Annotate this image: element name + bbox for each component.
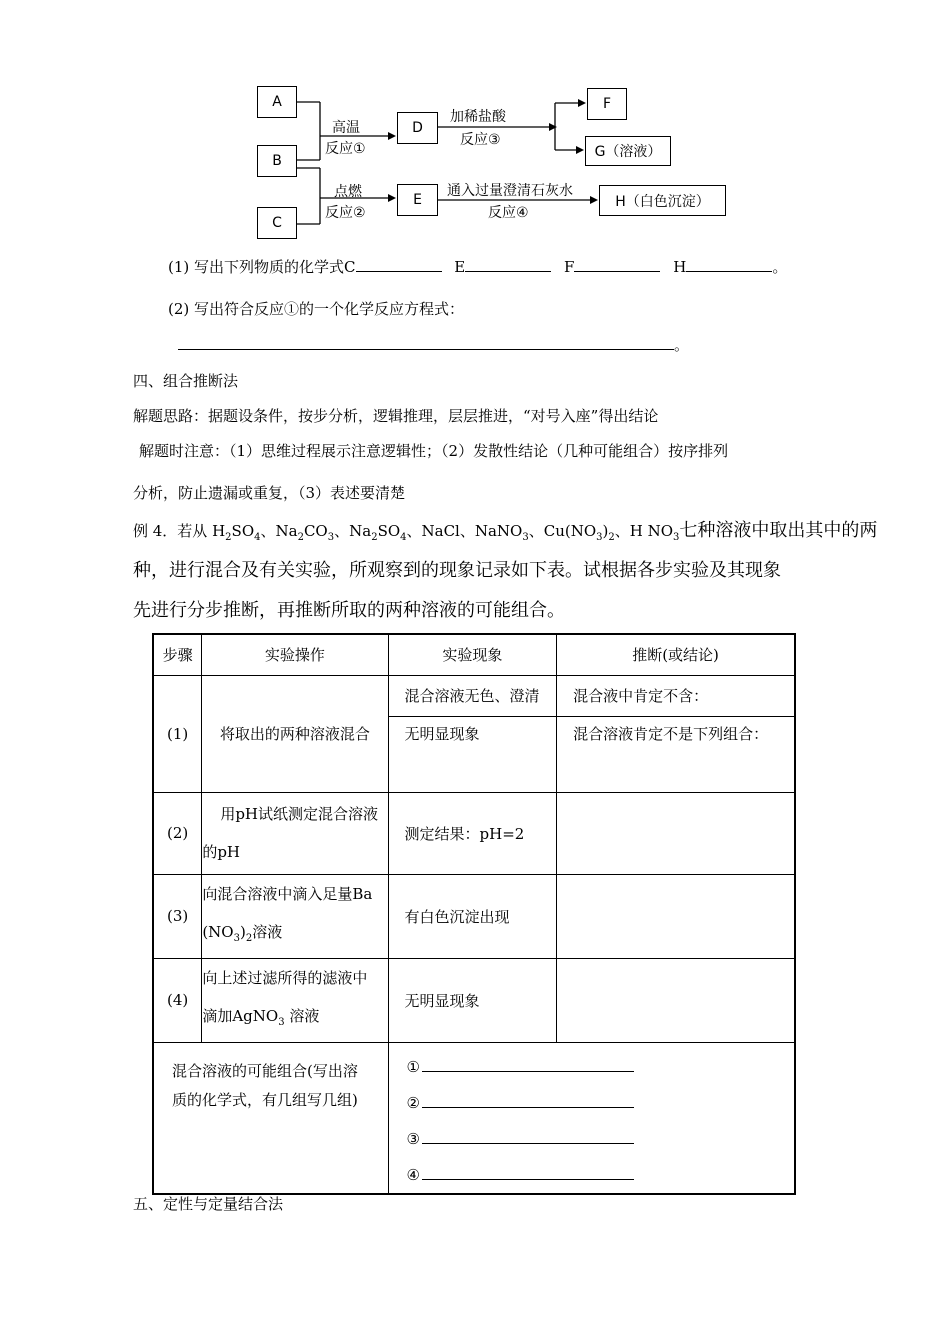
box-a: A [257,86,297,118]
conclusion-cell-2[interactable] [557,792,795,874]
header-step: 步骤 [153,634,202,675]
question-2: (2) 写出符合反应①的一个化学反应方程式： [168,300,465,318]
label-reaction-3: 反应③ [460,132,501,148]
table-header-row [153,634,795,675]
table-row: (4) 向上述过滤所得的滤液中 滴加AgNO$_3$ 溶液 无明显现象 [153,958,795,1042]
example-4-line-1: 例 4．若从 $H_2SO_4$、$Na_2CO_3$、$Na_2SO_4$、NaCl、NaNO$_3$、$Cu(NO_3)_2$、H $NO_3$七种溶液中取出其中的两 [133,520,878,543]
question-2-answer-line: 。 [178,334,689,355]
header-phenomenon: 实验现象 [388,634,557,675]
section-4-title: 四、组合推断法 [133,372,239,390]
section-5-title: 五、定性与定量结合法 [133,1195,284,1213]
label-reaction-2: 反应② [325,205,366,221]
section-4-note-2: 分析，防止遗漏或重复，（3）表述要清楚 [133,484,406,502]
example-4-line-3: 先进行分步推断，再推断所取的两种溶液的可能组合。 [133,600,565,621]
conclusion-cell-4[interactable] [557,958,795,1042]
combination-answer-1[interactable]: ① [407,1049,794,1085]
example-4-line-2: 种，进行混合及有关实验，所观察到的现象记录如下表。试根据各步实验及其现象 [133,560,781,581]
label-reaction-4: 反应④ [488,205,529,221]
answer-blank-f[interactable] [574,257,660,272]
table-row: 无明显现象 混合溶液肯定不是下列组合： [153,716,795,792]
label-jiaxiyan: 加稀盐酸 [450,109,506,125]
header-conclusion: 推断(或结论) [557,634,795,675]
header-operation: 实验操作 [202,634,388,675]
table-row: (1) 将取出的两种溶液混合 混合溶液无色、澄清 混合液中肯定不含： [153,675,795,716]
table-row: (2) 用pH试纸测定混合溶液 的pH 测定结果：pH=2 [153,792,795,874]
box-h: H（白色沉淀） [599,185,726,216]
box-c: C [257,207,297,239]
answer-blank-h[interactable] [686,257,772,272]
box-g: G（溶液） [585,136,671,166]
answer-blank-equation[interactable] [178,335,674,350]
label-dianran: 点燃 [334,184,362,200]
question-1: (1) 写出下列物质的化学式C E F H 。 [168,258,788,276]
answer-blank-c[interactable] [356,257,442,272]
label-tongru: 通入过量澄清石灰水 [447,183,573,199]
box-f: F [587,88,627,120]
section-4-thinking: 解题思路：据题设条件，按步分析，逻辑推理，层层推进，“对号入座”得出结论 [133,407,659,425]
box-d: D [397,112,438,144]
label-reaction-1: 反应① [325,141,366,157]
combination-answer-4[interactable]: ④ [407,1157,794,1193]
section-4-note-1: 解题时注意：（1）思维过程展示注意逻辑性；（2）发散性结论（几种可能组合）按序排列 [139,442,729,460]
combination-answer-2[interactable]: ② [407,1085,794,1121]
box-b: B [257,145,297,177]
answer-blank-e[interactable] [465,257,551,272]
conclusion-cell-3[interactable] [557,874,795,958]
label-gaowen: 高温 [332,120,360,136]
table-row: 混合溶液的可能组合(写出溶 质的化学式，有几组写几组) ① ② ③ ④ [153,1042,795,1194]
box-e: E [397,184,438,216]
table-row: (3) 向混合溶液中滴入足量Ba $(NO_3)_2$溶液 有白色沉淀出现 [153,874,795,958]
experiment-table [152,633,796,1195]
combination-answer-3[interactable]: ③ [407,1121,794,1157]
